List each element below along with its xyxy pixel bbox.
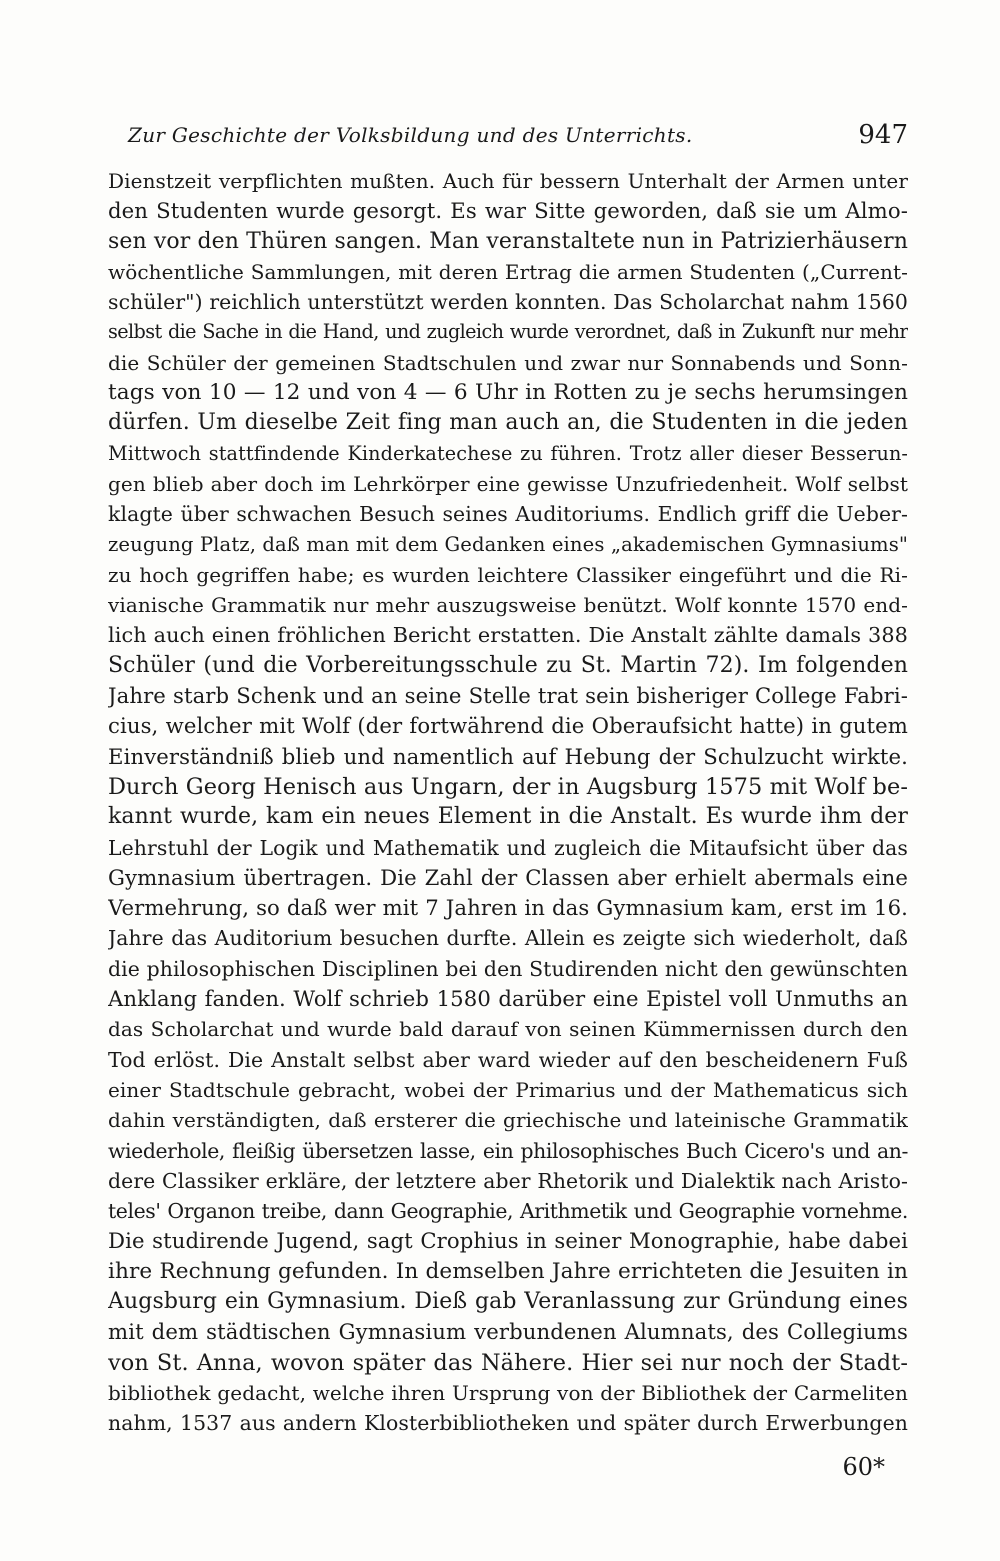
text-line: Augsburg ein Gymnasium. Dieß gab Veranlassung zur Gründung eines	[108, 1288, 908, 1314]
page-number: 947	[858, 120, 908, 150]
text-line: Tod erlöst. Die Anstalt selbst aber ward wieder auf den bescheidenern Fuß	[108, 1047, 908, 1072]
text-line: Jahre starb Schenk und an seine Stelle trat sein bisheriger College Fabri-	[108, 683, 908, 709]
text-line: Dienstzeit verpflichten mußten. Auch für bessern Unterhalt der Armen unter	[108, 169, 908, 193]
text-line: die Schüler der gemeinen Stadtschulen und zwar nur Sonnabends und Sonn-	[108, 350, 908, 375]
text-line: zu hoch gegriffen habe; es wurden leichtere Classiker eingeführt und die Ri-	[108, 562, 908, 587]
text-line: klagte über schwachen Besuch seines Auditoriums. Endlich griff die Ueber-	[108, 502, 908, 527]
text-line: Lehrstuhl der Logik und Mathematik und zugleich die Mitaufsicht über das	[108, 835, 908, 860]
text-line: tags von 10 — 12 und von 4 — 6 Uhr in Rotten zu je sechs herumsingen	[108, 380, 908, 406]
text-line: vianische Grammatik nur mehr auszugsweise benützt. Wolf konnte 1570 end-	[108, 593, 908, 618]
text-line: gen blieb aber doch im Lehrkörper eine gewisse Unzufriedenheit. Wolf selbst	[108, 471, 908, 496]
text-line: dere Classiker erkläre, der letztere aber Rhetorik und Dialektik nach Aristo-	[108, 1168, 908, 1193]
running-head	[108, 118, 908, 152]
text-line: Anklang fanden. Wolf schrieb 1580 darüber eine Epistel voll Unmuths an	[108, 986, 908, 1012]
text-line: cius, welcher mit Wolf (der fortwährend die Oberaufsicht hatte) in gutem	[108, 713, 908, 739]
signature-mark: 60*	[842, 1453, 885, 1481]
text-line: schüler") reichlich unterstützt werden konnten. Das Scholarchat nahm 1560	[108, 290, 908, 315]
text-line: Schüler (und die Vorbereitungsschule zu St. Martin 72). Im folgenden	[108, 652, 908, 678]
text-line: teles' Organon treibe, dann Geographie, Arithmetik und Geographie vornehme.	[108, 1199, 908, 1224]
running-title: Zur Geschichte der Volksbildung und des Unterrichts.	[128, 123, 693, 147]
text-line: den Studenten wurde gesorgt. Es war Sitte geworden, daß sie um Almo-	[108, 198, 908, 224]
text-line: dürfen. Um dieselbe Zeit fing man auch an, die Studenten in die jeden	[108, 410, 908, 436]
text-line: Die studirende Jugend, sagt Crophius in seiner Monographie, habe dabei	[108, 1228, 908, 1254]
body-text	[108, 166, 908, 1438]
text-line: wöchentliche Sammlungen, mit deren Ertrag die armen Studenten („Current-	[108, 259, 908, 284]
text-line: nahm, 1537 aus andern Klosterbibliotheken und später durch Erwerbungen	[108, 1411, 908, 1436]
text-line: ihre Rechnung gefunden. In demselben Jahre errichteten die Jesuiten in	[108, 1258, 908, 1284]
text-line: zeugung Platz, daß man mit dem Gedanken eines „akademischen Gymnasiums"	[108, 532, 908, 556]
text-line: Einverständniß blieb und namentlich auf Hebung der Schulzucht wirkte.	[108, 743, 908, 769]
text-line: lich auch einen fröhlichen Bericht erstatten. Die Anstalt zählte damals 388	[108, 623, 908, 648]
text-line: Durch Georg Henisch aus Ungarn, der in Augsburg 1575 mit Wolf be-	[108, 773, 908, 800]
text-line: sen vor den Thüren sangen. Man veranstaltete nun in Patrizierhäusern	[108, 228, 908, 254]
text-line: Jahre das Auditorium besuchen durfte. Allein es zeigte sich wiederholt, daß	[108, 926, 908, 951]
text-line: mit dem städtischen Gymnasium verbundenen Alumnats, des Collegiums	[108, 1319, 908, 1345]
text-line: selbst die Sache in die Hand, und zugleich wurde verordnet, daß in Zukunft nur mehr	[108, 320, 908, 344]
text-line: kannt wurde, kam ein neues Element in die Anstalt. Es wurde ihm der	[108, 804, 908, 830]
text-line: wiederhole, fleißig übersetzen lasse, ein philosophisches Buch Cicero's und an-	[108, 1138, 908, 1163]
text-line: von St. Anna, wovon später das Nähere. Hier sei nur noch der Stadt-	[108, 1349, 908, 1376]
text-line: dahin verständigten, daß ersterer die griechische und lateinische Grammatik	[108, 1108, 908, 1133]
text-line: Vermehrung, so daß wer mit 7 Jahren in das Gymnasium kam, erst im 16.	[108, 895, 908, 921]
text-line: Mittwoch stattfindende Kinderkatechese zu führen. Trotz aller dieser Besserun-	[108, 441, 908, 465]
text-line: Gymnasium übertragen. Die Zahl der Classen aber erhielt abermals eine	[108, 864, 908, 890]
text-line: einer Stadtschule gebracht, wobei der Primarius und der Mathematicus sich	[108, 1077, 908, 1102]
text-line: bibliothek gedacht, welche ihren Ursprung von der Bibliothek der Carmeliten	[108, 1380, 908, 1405]
text-line: die philosophischen Disciplinen bei den Studirenden nicht den gewünschten	[108, 956, 908, 981]
text-line: das Scholarchat und wurde bald darauf von seinen Kümmernissen durch den	[108, 1017, 908, 1042]
